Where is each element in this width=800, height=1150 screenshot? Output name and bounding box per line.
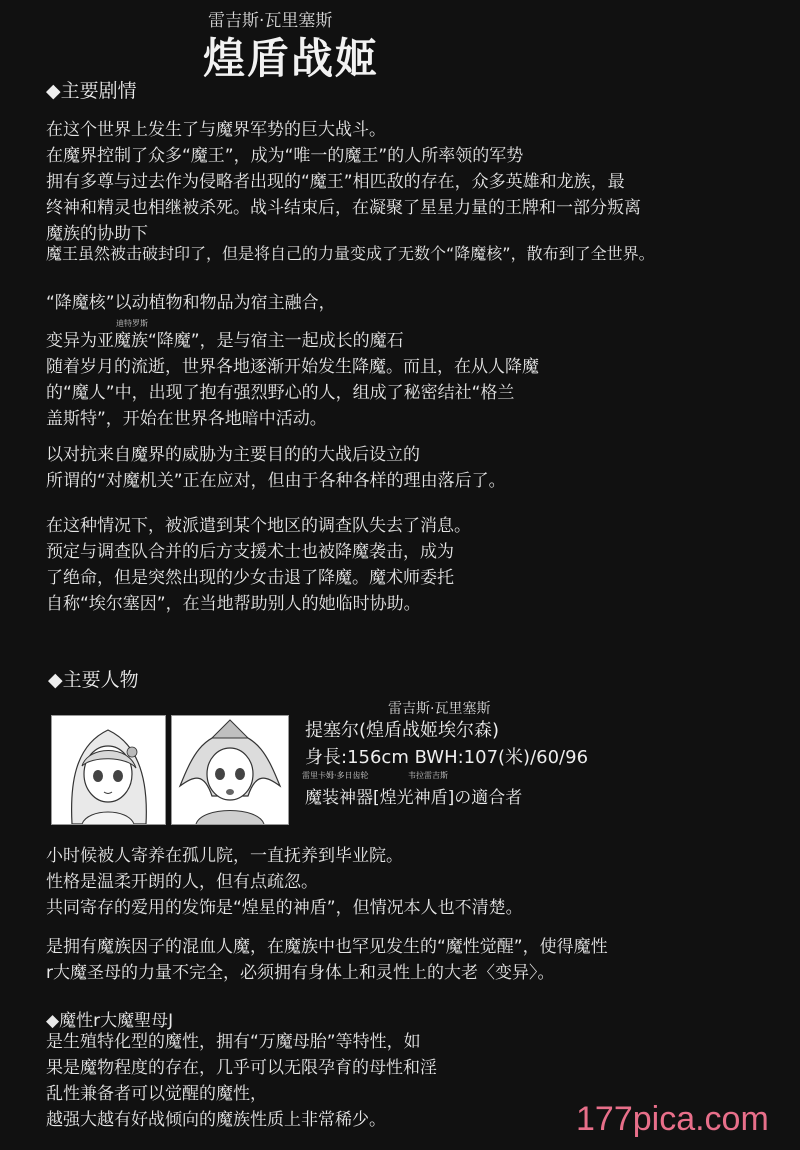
plot-line: 魔王虽然被击破封印了，但是将自己的力量变成了无数个“降魔核”，散布到了全世界。 [46,244,655,263]
character-stats: 身長:156cm BWH:107(米)/60/96 [305,747,589,768]
plot-line: “降魔核”以动植物和物品为宿主融合， [46,293,336,313]
plot-ruby: 迪特罗斯 [116,319,148,328]
plot-line: 所谓的“对魔机关”正在应对，但由于各种各样的理由落后了。 [46,471,506,491]
plot-paragraph-2 [46,328,539,432]
trait-heading: ◆魔性r大魔聖母J [46,1011,174,1031]
plot-line: 在这种情况下，被派遣到某个地区的调查队失去了消息。 [46,516,471,536]
plot-paragraph-4 [46,513,471,617]
plot-line: 自称“埃尔塞因”，在当地帮助别人的她临时协助。 [46,594,421,614]
plot-line: 拥有多尊与过去作为侵略者出现的“魔王”相匹敌的存在，众多英雄和龙族，最 [46,172,625,192]
plot-line: 变异为亚魔族“降魔”，是与宿主一起成长的魔石 [46,331,404,351]
plot-line: 盖斯特”，开始在世界各地暗中活动。 [46,409,327,429]
character-ruby: 雷吉斯·瓦里塞斯 [388,701,491,717]
trait-line: r大魔圣母的力量不完全，必须拥有身体上和灵性上的大老〈变异〉。 [46,963,555,983]
trait-description [46,1029,437,1133]
character-equipment: 魔装神器[煌光神盾]の適合者 [305,788,523,808]
character-name: 提塞尔(煌盾战姬埃尔森) [305,720,500,741]
trait-desc-line: 乱性兼备者可以觉醒的魔性， [46,1084,267,1104]
trait-desc-line: 果是魔物程度的存在，几乎可以无限孕育的母性和淫 [46,1058,437,1078]
characters-heading: ◆主要人物 [48,669,139,691]
page-title: 煌盾战姬 [203,34,380,83]
trait-desc-line: 越强大越有好战倾向的魔族性质上非常稀少。 [46,1110,386,1130]
plot-line: 在魔界控制了众多“魔王”，成为“唯一的魔王”的人所率领的军势 [46,146,524,166]
bio-line: 共同寄存的爱用的发饰是“煌星的神盾”，但情况本人也不清楚。 [46,898,523,918]
plot-paragraph-3 [46,442,506,494]
character-tiny-note-left: 雷里卡姆·多日齿轮 [302,771,369,780]
character-bio [46,843,523,921]
trait-line: 是拥有魔族因子的混血人魔，在魔族中也罕见发生的“魔性觉醒”，使得魔性 [46,937,608,957]
bio-line: 性格是温柔开朗的人，但有点疏忽。 [46,872,318,892]
character-portrait-casual [51,715,166,825]
plot-heading: ◆主要剧情 [46,80,137,102]
plot-line: 魔族的协助下 [46,224,148,244]
plot-line: 了绝命，但是突然出现的少女击退了降魔。魔术师委托 [46,568,454,588]
portrait-illustration [172,716,288,824]
plot-paragraph-1 [46,117,641,247]
character-tiny-note-right: 韦拉雷吉斯 [408,771,448,780]
trait-desc-line: 是生殖特化型的魔性，拥有“万魔母胎”等特性，如 [46,1032,421,1052]
plot-line: 以对抗来自魔界的威胁为主要目的的大战后设立的 [46,445,420,465]
title-ruby: 雷吉斯·瓦里塞斯 [208,11,333,31]
plot-line: 终神和精灵也相继被杀死。战斗结束后，在凝聚了星星力量的王牌和一部分叛离 [46,198,641,218]
character-portrait-armored [171,715,289,825]
site-watermark: 177pica.com [576,1100,769,1138]
plot-line: 预定与调查队合并的后方支援术士也被降魔袭击，成为 [46,542,454,562]
plot-line: 在这个世界上发生了与魔界军势的巨大战斗。 [46,120,386,140]
bio-line: 小时候被人寄养在孤儿院，一直抚养到毕业院。 [46,846,403,866]
character-traits [46,934,608,986]
portrait-illustration [52,716,165,824]
plot-line: 的“魔人”中，出现了抱有强烈野心的人，组成了秘密结社“格兰 [46,383,515,403]
plot-line: 随着岁月的流逝，世界各地逐渐开始发生降魔。而且，在从人降魔 [46,357,539,377]
